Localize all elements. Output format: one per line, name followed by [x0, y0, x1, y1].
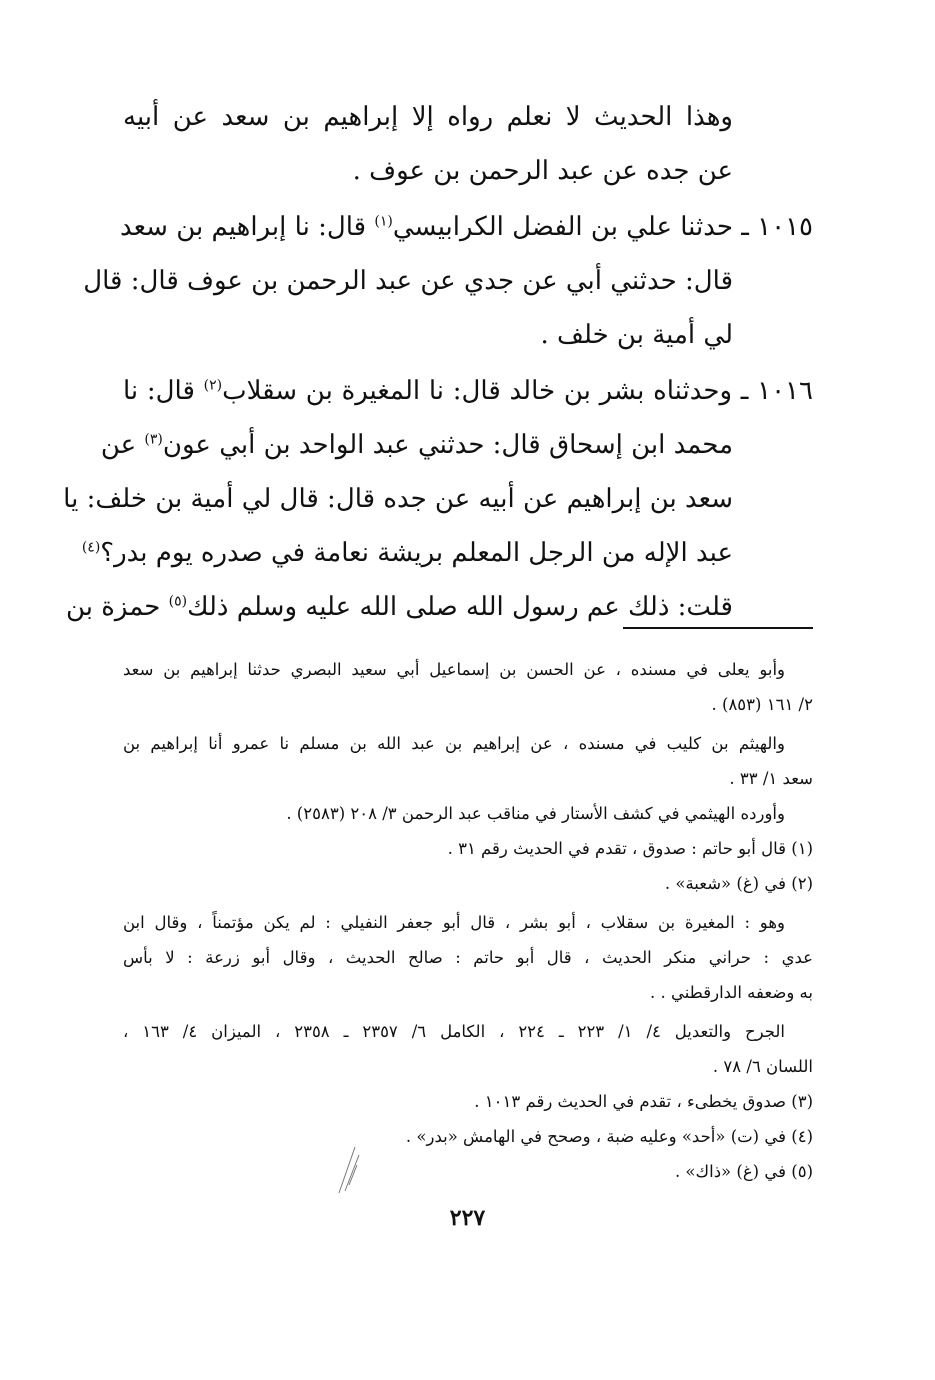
pencil-mark	[333, 1135, 373, 1195]
hadith-1016-line: ١٠١٦ ـ وحدثناه بشر بن خالد قال: نا المغيرة بن سقلاب$^{(٢)}$ قال: نا	[123, 376, 813, 406]
footnote-2: (٢) في (غ) «شعبة» .	[664, 874, 813, 893]
footnote-line: وأورده الهيثمي في كشف الأستار في مناقب عبد الرحمن ٣/ ٢٠٨ (٢٥٨٣) .	[286, 804, 785, 823]
footnote-separator	[623, 627, 813, 629]
footnote-line: والهيثم بن كليب في مسنده ، عن إبراهيم بن عبد الله بن مسلم نا عمرو أنا إبراهيم بن	[123, 734, 785, 753]
footnote-line: وهو : المغيرة بن سقلاب ، أبو بشر ، قال أبو جعفر النفيلي : لم يكن مؤتمناً ، وقال ابن	[123, 913, 785, 932]
text-line: محمد ابن إسحاق قال: حدثني عبد الواحد بن أبي عون$^{(٣)}$ عن	[100, 430, 733, 460]
footnote-line: ٢/ ١٦١ (٨٥٣) .	[711, 695, 813, 714]
footnote-3: (٣) صدوق يخطىء ، تقدم في الحديث رقم ١٠١٣ .	[474, 1092, 813, 1111]
footnote-line: به وضعفه الدارقطني . .	[649, 983, 813, 1002]
hadith-1015-line: ١٠١٥ ـ حدثنا علي بن الفضل الكرابيسي$^{(١)}$ قال: نا إبراهيم بن سعد	[119, 212, 813, 242]
footnotes	[123, 652, 813, 1189]
footnote-marker: (٣)	[144, 431, 163, 448]
text-line: سعد بن إبراهيم عن أبيه عن جده قال: قال لي أمية بن خلف: يا	[63, 484, 733, 514]
footnote-1: (١) قال أبو حاتم : صدوق ، تقدم في الحديث رقم ٣١ .	[447, 839, 813, 858]
footnote-line: سعد ١/ ٣٣ .	[729, 769, 813, 788]
footnote-line: الجرح والتعديل ٤/ ١/ ٢٢٣ ـ ٢٢٤ ، الكامل ٦/ ٢٣٥٧ ـ ٢٣٥٨ ، الميزان ٤/ ١٦٣ ،	[123, 1022, 786, 1041]
main-text	[63, 90, 813, 634]
footnote-line: اللسان ٦/ ٧٨ .	[712, 1057, 813, 1076]
text-line: لي أمية بن خلف .	[540, 320, 733, 350]
footnote-marker: (٥)	[168, 593, 188, 610]
footnote-marker: (٤)	[81, 539, 101, 556]
footnote-marker: (١)	[374, 213, 393, 230]
footnote-5: (٥) في (غ) «ذاك» .	[674, 1162, 813, 1181]
footnote-4: (٤) في (ت) «أحد» وعليه ضبة ، وصحح في الهامش «بدر» .	[405, 1127, 813, 1146]
text-line: عن جده عن عبد الرحمن بن عوف .	[352, 156, 733, 186]
footnote-marker: (٢)	[203, 377, 223, 394]
footnote-line: عدي : حراني منكر الحديث ، قال أبو حاتم : صالح الحديث ، وقال أبو زرعة : لا بأس	[123, 948, 813, 967]
text-line: وهذا الحديث لا نعلم رواه إلا إبراهيم بن سعد عن أبيه	[123, 102, 733, 132]
text-line: قلت: ذلك عم رسول الله صلى الله عليه وسلم ذلك$^{(٥)}$ حمزة بن	[65, 592, 733, 622]
text-line: قال: حدثني أبي عن جدي عن عبد الرحمن بن عوف قال: قال	[83, 266, 733, 296]
text-line: عبد الإله من الرجل المعلم بريشة نعامة في صدره يوم بدر؟$^{(٤)}$	[81, 538, 733, 568]
page-number: ٢٢٧	[449, 1205, 486, 1231]
footnote-line: وأبو يعلى في مسنده ، عن الحسن بن إسماعيل أبي سعيد البصري حدثنا إبراهيم بن سعد	[123, 660, 785, 679]
